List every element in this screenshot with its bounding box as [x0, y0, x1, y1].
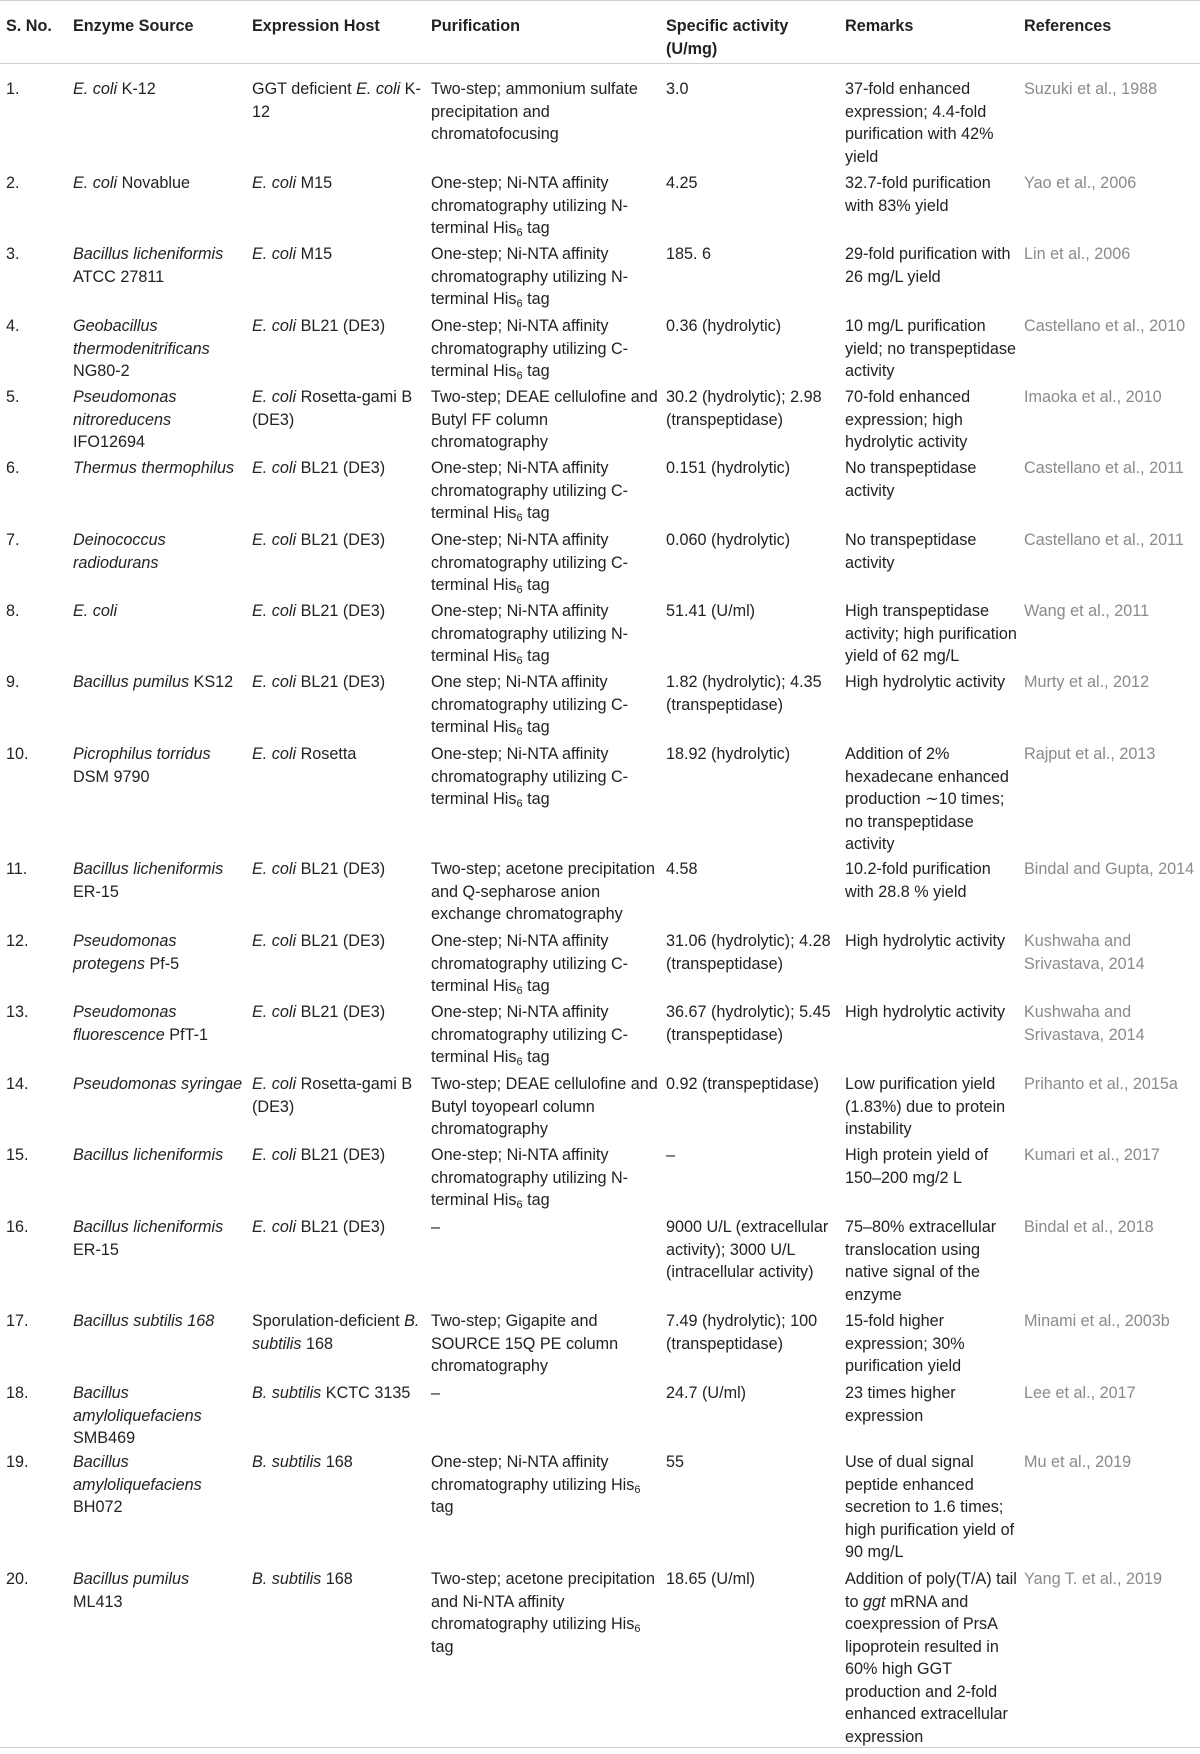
cell-sno: 1.: [6, 80, 20, 98]
cell-purification: One-step; Ni-NTA affinity chromatography utilizing N-terminal His$_6$ tag: [431, 1146, 629, 1211]
cell-specific-activity: 18.92 (hydrolytic): [666, 745, 791, 763]
cell-specific-activity: 0.36 (hydrolytic): [666, 317, 782, 335]
cell-expression-host: B. subtilis 168: [252, 1570, 353, 1588]
cell-purification: Two-step; DEAE cellulofine and Butyl toyopearl column chromatography: [431, 1075, 658, 1138]
cell-specific-activity: 18.65 (U/ml): [666, 1570, 756, 1588]
cell-reference: Wang et al., 2011: [1024, 602, 1150, 620]
cell-purification: Two-step; acetone precipitation and Ni-NTA affinity chromatography utilizing His$_6$ tag: [431, 1570, 656, 1656]
cell-expression-host: E. coli BL21 (DE3): [252, 860, 386, 878]
cell-reference: Mu et al., 2019: [1024, 1453, 1132, 1471]
cell-reference: Bindal et al., 2018: [1024, 1218, 1154, 1236]
cell-remarks: 75–80% extracellular translocation using native signal of the enzyme: [845, 1218, 997, 1304]
cell-enzyme-source: E. coli Novablue: [73, 174, 190, 192]
cell-remarks: 37-fold enhanced expression; 4.4-fold purification with 42% yield: [845, 80, 994, 166]
header-enzyme-source: Enzyme Source: [73, 17, 194, 35]
cell-specific-activity: 31.06 (hydrolytic); 4.28 (transpeptidase): [666, 932, 831, 973]
cell-reference: Yao et al., 2006: [1024, 174, 1137, 192]
cell-sno: 20.: [6, 1570, 29, 1588]
cell-sno: 7.: [6, 531, 20, 549]
cell-reference: Castellano et al., 2011: [1024, 459, 1184, 477]
cell-remarks: Addition of 2% hexadecane enhanced production ∼10 times; no transpeptidase activity: [845, 745, 1009, 853]
cell-enzyme-source: Picrophilus torridus DSM 9790: [73, 745, 211, 786]
cell-enzyme-source: Deinococcus radiodurans: [73, 531, 166, 572]
cell-purification: One-step; Ni-NTA affinity chromatography utilizing C-terminal His$_6$ tag: [431, 531, 629, 596]
cell-specific-activity: 4.25: [666, 174, 698, 192]
cell-specific-activity: 0.92 (transpeptidase): [666, 1075, 819, 1093]
cell-reference: Lin et al., 2006: [1024, 245, 1131, 263]
cell-sno: 8.: [6, 602, 20, 620]
header-sno: S. No.: [6, 17, 52, 35]
cell-enzyme-source: E. coli K-12: [73, 80, 156, 98]
cell-sno: 14.: [6, 1075, 29, 1093]
cell-enzyme-source: Bacillus pumilus KS12: [73, 673, 234, 691]
cell-purification: One-step; Ni-NTA affinity chromatography utilizing N-terminal His$_6$ tag: [431, 174, 629, 239]
cell-enzyme-source: Bacillus licheniformis ER-15: [73, 1218, 224, 1259]
cell-remarks: No transpeptidase activity: [845, 459, 977, 500]
cell-enzyme-source: Bacillus pumilus ML413: [73, 1570, 190, 1611]
cell-specific-activity: 30.2 (hydrolytic); 2.98 (transpeptidase): [666, 388, 822, 429]
cell-reference: Kushwaha and Srivastava, 2014: [1024, 932, 1145, 973]
cell-expression-host: E. coli BL21 (DE3): [252, 317, 386, 335]
cell-enzyme-source: E. coli: [73, 602, 118, 620]
cell-sno: 12.: [6, 932, 29, 950]
cell-remarks: 32.7-fold purification with 83% yield: [845, 174, 991, 215]
cell-purification: One-step; Ni-NTA affinity chromatography utilizing C-terminal His$_6$ tag: [431, 459, 629, 524]
cell-sno: 2.: [6, 174, 20, 192]
cell-reference: Kumari et al., 2017: [1024, 1146, 1160, 1164]
cell-expression-host: Sporulation-deficient B. subtilis 168: [252, 1312, 420, 1353]
cell-remarks: 10 mg/L purification yield; no transpeptidase activity: [845, 317, 1016, 380]
cell-purification: –: [431, 1384, 441, 1402]
cell-expression-host: E. coli M15: [252, 174, 333, 192]
table-header: [0, 0, 1200, 64]
cell-sno: 13.: [6, 1003, 29, 1021]
cell-enzyme-source: Pseudomonas protegens Pf-5: [73, 932, 180, 973]
cell-remarks: High protein yield of 150–200 mg/2 L: [845, 1146, 989, 1187]
cell-expression-host: E. coli BL21 (DE3): [252, 1218, 386, 1236]
cell-enzyme-source: Bacillus amyloliquefaciens BH072: [73, 1453, 202, 1516]
cell-specific-activity: 9000 U/L (extracellular activity); 3000 U/L (intracellular activity): [666, 1218, 829, 1281]
cell-specific-activity: 36.67 (hydrolytic); 5.45 (transpeptidase): [666, 1003, 831, 1044]
cell-reference: Castellano et al., 2010: [1024, 317, 1186, 335]
cell-enzyme-source: Pseudomonas syringae: [73, 1075, 243, 1093]
cell-remarks: No transpeptidase activity: [845, 531, 977, 572]
cell-purification: One-step; Ni-NTA affinity chromatography utilizing C-terminal His$_6$ tag: [431, 932, 629, 997]
cell-expression-host: E. coli Rosetta-gami B (DE3): [252, 1075, 413, 1116]
header-remarks: Remarks: [845, 17, 914, 35]
cell-sno: 5.: [6, 388, 20, 406]
cell-reference: Murty et al., 2012: [1024, 673, 1150, 691]
cell-purification: Two-step; DEAE cellulofine and Butyl FF column chromatography: [431, 388, 658, 451]
cell-specific-activity: 24.7 (U/ml): [666, 1384, 747, 1402]
cell-enzyme-source: Bacillus licheniformis ER-15: [73, 860, 224, 901]
cell-reference: Imaoka et al., 2010: [1024, 388, 1162, 406]
cell-sno: 3.: [6, 245, 20, 263]
cell-purification: One-step; Ni-NTA affinity chromatography utilizing His$_6$ tag: [431, 1453, 641, 1516]
cell-expression-host: E. coli BL21 (DE3): [252, 459, 386, 477]
cell-reference: Bindal and Gupta, 2014: [1024, 860, 1195, 878]
cell-specific-activity: 4.58: [666, 860, 698, 878]
cell-remarks: High transpeptidase activity; high purification yield of 62 mg/L: [845, 602, 1017, 665]
cell-purification: One-step; Ni-NTA affinity chromatography utilizing C-terminal His$_6$ tag: [431, 745, 629, 810]
cell-enzyme-source: Pseudomonas fluorescence PfT-1: [73, 1003, 208, 1044]
cell-reference: Minami et al., 2003b: [1024, 1312, 1170, 1330]
cell-reference: Kushwaha and Srivastava, 2014: [1024, 1003, 1145, 1044]
cell-expression-host: E. coli BL21 (DE3): [252, 1003, 386, 1021]
cell-enzyme-source: Bacillus amyloliquefaciens SMB469: [73, 1384, 202, 1447]
cell-enzyme-source: Bacillus licheniformis: [73, 1146, 224, 1164]
cell-specific-activity: 185. 6: [666, 245, 712, 263]
cell-expression-host: E. coli BL21 (DE3): [252, 602, 386, 620]
cell-remarks: 29-fold purification with 26 mg/L yield: [845, 245, 1011, 286]
cell-sno: 18.: [6, 1384, 29, 1402]
cell-enzyme-source: Bacillus subtilis 168: [73, 1312, 215, 1330]
cell-remarks: High hydrolytic activity: [845, 1003, 1006, 1021]
cell-sno: 17.: [6, 1312, 29, 1330]
cell-reference: Rajput et al., 2013: [1024, 745, 1156, 763]
cell-purification: One-step; Ni-NTA affinity chromatography utilizing N-terminal His$_6$ tag: [431, 245, 629, 310]
cell-purification: Two-step; Gigapite and SOURCE 15Q PE column chromatography: [431, 1312, 619, 1375]
cell-sno: 4.: [6, 317, 20, 335]
cell-specific-activity: 55: [666, 1453, 685, 1471]
header-specific-activity: Specific activity (U/mg): [666, 17, 789, 58]
cell-specific-activity: 0.060 (hydrolytic): [666, 531, 791, 549]
cell-purification: Two-step; acetone precipitation and Q-sepharose anion exchange chromatography: [431, 860, 656, 923]
cell-remarks: Use of dual signal peptide enhanced secretion to 1.6 times; high purification yield of 90 mg/L: [845, 1453, 1015, 1561]
cell-expression-host: E. coli BL21 (DE3): [252, 932, 386, 950]
cell-purification: One-step; Ni-NTA affinity chromatography utilizing N-terminal His$_6$ tag: [431, 602, 629, 667]
cell-specific-activity: 3.0: [666, 80, 689, 98]
cell-sno: 10.: [6, 745, 29, 763]
cell-expression-host: B. subtilis 168: [252, 1453, 353, 1471]
cell-purification: Two-step; ammonium sulfate precipitation and chromatofocusing: [431, 80, 638, 143]
header-expression-host: Expression Host: [252, 17, 380, 35]
cell-purification: –: [431, 1218, 441, 1236]
cell-specific-activity: –: [666, 1146, 676, 1164]
cell-sno: 9.: [6, 673, 20, 691]
cell-reference: Yang T. et al., 2019: [1024, 1570, 1162, 1588]
cell-remarks: 70-fold enhanced expression; high hydrolytic activity: [845, 388, 971, 451]
cell-purification: One step; Ni-NTA affinity chromatography utilizing C-terminal His$_6$ tag: [431, 673, 629, 738]
cell-expression-host: E. coli M15: [252, 245, 333, 263]
cell-specific-activity: 0.151 (hydrolytic): [666, 459, 791, 477]
cell-sno: 11.: [6, 860, 28, 878]
cell-remarks: 23 times higher expression: [845, 1384, 956, 1425]
cell-enzyme-source: Thermus thermophilus: [73, 459, 235, 477]
cell-remarks: 10.2-fold purification with 28.8 % yield: [845, 860, 991, 901]
cell-sno: 16.: [6, 1218, 29, 1236]
cell-remarks: Addition of poly(T/A) tail to ggt mRNA and coexpression of PrsA lipoprotein resulted in 60% high GGT production and 2-fold enhanced extracellular expression: [845, 1570, 1017, 1746]
cell-remarks: High hydrolytic activity: [845, 673, 1006, 691]
cell-reference: Castellano et al., 2011: [1024, 531, 1184, 549]
cell-remarks: Low purification yield (1.83%) due to protein instability: [845, 1075, 1006, 1138]
cell-expression-host: B. subtilis KCTC 3135: [252, 1384, 411, 1402]
header-purification: Purification: [431, 17, 521, 35]
cell-sno: 19.: [6, 1453, 29, 1471]
cell-expression-host: E. coli BL21 (DE3): [252, 673, 386, 691]
cell-remarks: High hydrolytic activity: [845, 932, 1006, 950]
cell-reference: Suzuki et al., 1988: [1024, 80, 1158, 98]
cell-expression-host: E. coli Rosetta-gami B (DE3): [252, 388, 413, 429]
cell-enzyme-source: Geobacillus thermodenitrificans NG80-2: [73, 317, 210, 380]
cell-reference: Lee et al., 2017: [1024, 1384, 1136, 1402]
cell-reference: Prihanto et al., 2015a: [1024, 1075, 1178, 1093]
cell-specific-activity: 7.49 (hydrolytic); 100 (transpeptidase): [666, 1312, 818, 1353]
cell-enzyme-source: Pseudomonas nitroreducens IFO12694: [73, 388, 177, 451]
cell-sno: 15.: [6, 1146, 29, 1164]
cell-expression-host: E. coli BL21 (DE3): [252, 531, 386, 549]
cell-sno: 6.: [6, 459, 20, 477]
cell-expression-host: E. coli Rosetta: [252, 745, 357, 763]
cell-purification: One-step; Ni-NTA affinity chromatography utilizing C-terminal His$_6$ tag: [431, 317, 629, 382]
cell-enzyme-source: Bacillus licheniformis ATCC 27811: [73, 245, 224, 286]
cell-remarks: 15-fold higher expression; 30% purification yield: [845, 1312, 965, 1375]
table-bottom-rule: [0, 1747, 1200, 1748]
cell-expression-host: E. coli BL21 (DE3): [252, 1146, 386, 1164]
cell-purification: One-step; Ni-NTA affinity chromatography utilizing C-terminal His$_6$ tag: [431, 1003, 629, 1068]
cell-expression-host: GGT deficient E. coli K-12: [252, 80, 421, 121]
cell-specific-activity: 1.82 (hydrolytic); 4.35 (transpeptidase): [666, 673, 822, 714]
header-references: References: [1024, 17, 1112, 35]
cell-specific-activity: 51.41 (U/ml): [666, 602, 756, 620]
